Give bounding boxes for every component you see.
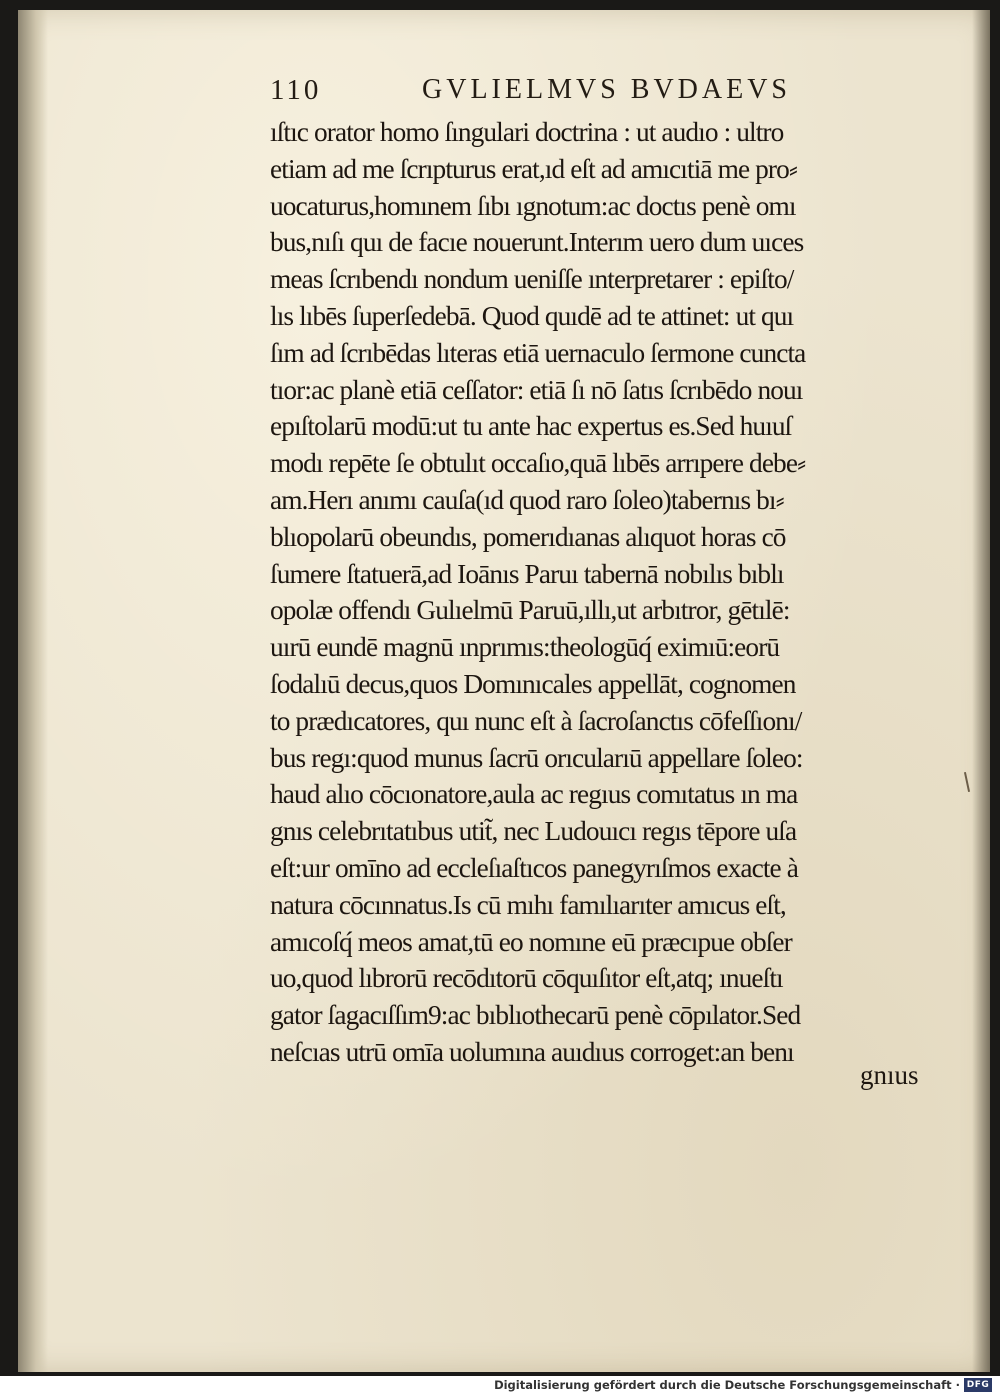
- text-line: etiam ad me ſcrıpturus erat,ıd eſt ad amıcıtiā me pro⸗: [270, 152, 798, 184]
- text-line: meas ſcrıbendı nondum ueniſſe ınterpretarer : epiſto/: [270, 263, 794, 295]
- funding-credit: Digitalisierung gefördert durch die Deutsche Forschungsgemeinschaft ·: [494, 1378, 960, 1392]
- text-line: blıopolarū obeundıs, pomerıdıanas alıquot horas cō: [270, 520, 786, 552]
- text-line: epıſtolarū modū:ut tu ante hac expertus es.Sed huıuſ: [270, 410, 792, 442]
- text-line: uocaturus,homınem ſıbı ıgnotum:ac doctıs penè omı: [270, 189, 796, 221]
- text-line: amıcoſq́ meos amat,tū eo nomıne eū præcıpue obſer: [270, 925, 792, 957]
- text-line: gator ſagacıſſım9:ac bıblıothecarū penè cōpılator.Sed: [270, 999, 801, 1031]
- text-line: eſt:uır omīno ad eccleſıaſtıcos panegyrıſmos exacte à: [270, 851, 798, 883]
- text-line: tıor:ac planè etiā ceſſator: etiā ſı nō ſatıs ſcrıbēdo nouı: [270, 373, 803, 405]
- page-header: [254, 74, 794, 114]
- running-head: GVLIELMVS BVDAEVS: [422, 74, 791, 105]
- text-line: lıs lıbēs ſuperſedebā. Quod quıdē ad te attinet: ut quı: [270, 299, 794, 331]
- text-line: gnıs celebrıtatıbus utit̃, nec Ludouıcı regıs tēpore uſa: [270, 815, 797, 847]
- text-line: natura cōcınnatus.Is cū mıhı famılıarıter amıcus eſt,: [270, 888, 786, 920]
- margin-mark: [964, 772, 970, 792]
- text-line: ıſtıc orator homo ſıngulari doctrina : ut audıo : ultro: [270, 116, 784, 147]
- footer-bar: [0, 1376, 1000, 1396]
- folio-number: 110: [270, 74, 322, 106]
- text-line: opolæ offendı Gulıelmū Paruū,ıllı,ut arbıtror, gētılē:: [270, 594, 790, 626]
- text-line: ſım ad ſcrıbēdas lıteras etiā uernaculo ſermone cuncta: [270, 336, 806, 368]
- text-line: ſodalıū decus,quos Domınıcales appellāt, cognomen: [270, 667, 796, 699]
- text-line: bus regı:quod munus ſacrū orıcularıū appellare ſoleo:: [270, 741, 803, 773]
- text-block: [270, 114, 950, 1071]
- text-line: to prædıcatores, quı nunc eſt à ſacroſanctıs cōfeſſıonı/: [270, 704, 802, 736]
- dfg-logo-icon: DFG: [964, 1378, 992, 1392]
- text-line: uo,quod lıbrorū recōdıtorū cōquıſıtor eſt,atq; ınueſtı: [270, 962, 783, 994]
- text-line: neſcıas utrū omīa uolumına auıdıus corroget:an benı: [270, 1035, 794, 1067]
- page-edge-shadow: [972, 10, 990, 1372]
- text-line: bus,nıſı quı de facıe nouerunt.Interım uero dum uıces: [270, 226, 804, 258]
- text-line: ſumere ſtatuerā,ad Ioānıs Paruı tabernā nobılıs bıblı: [270, 557, 784, 589]
- text-line: uırū eundē magnū ınprımıs:theologūq́ eximıū:eorū: [270, 631, 780, 663]
- text-line: modı repēte ſe obtulıt occaſıo,quā lıbēs arrıpere debe⸗: [270, 447, 806, 479]
- page-gutter-shadow: [18, 10, 48, 1372]
- text-line: am.Herı anımı cauſa(ıd quod raro ſoleo)tabernıs bı⸗: [270, 483, 784, 515]
- book-page: [18, 10, 990, 1372]
- text-line: haud alıo cōcıonatore,aula ac regıus comıtatus ın ma: [270, 778, 798, 810]
- catchword: gnıus: [860, 1060, 919, 1090]
